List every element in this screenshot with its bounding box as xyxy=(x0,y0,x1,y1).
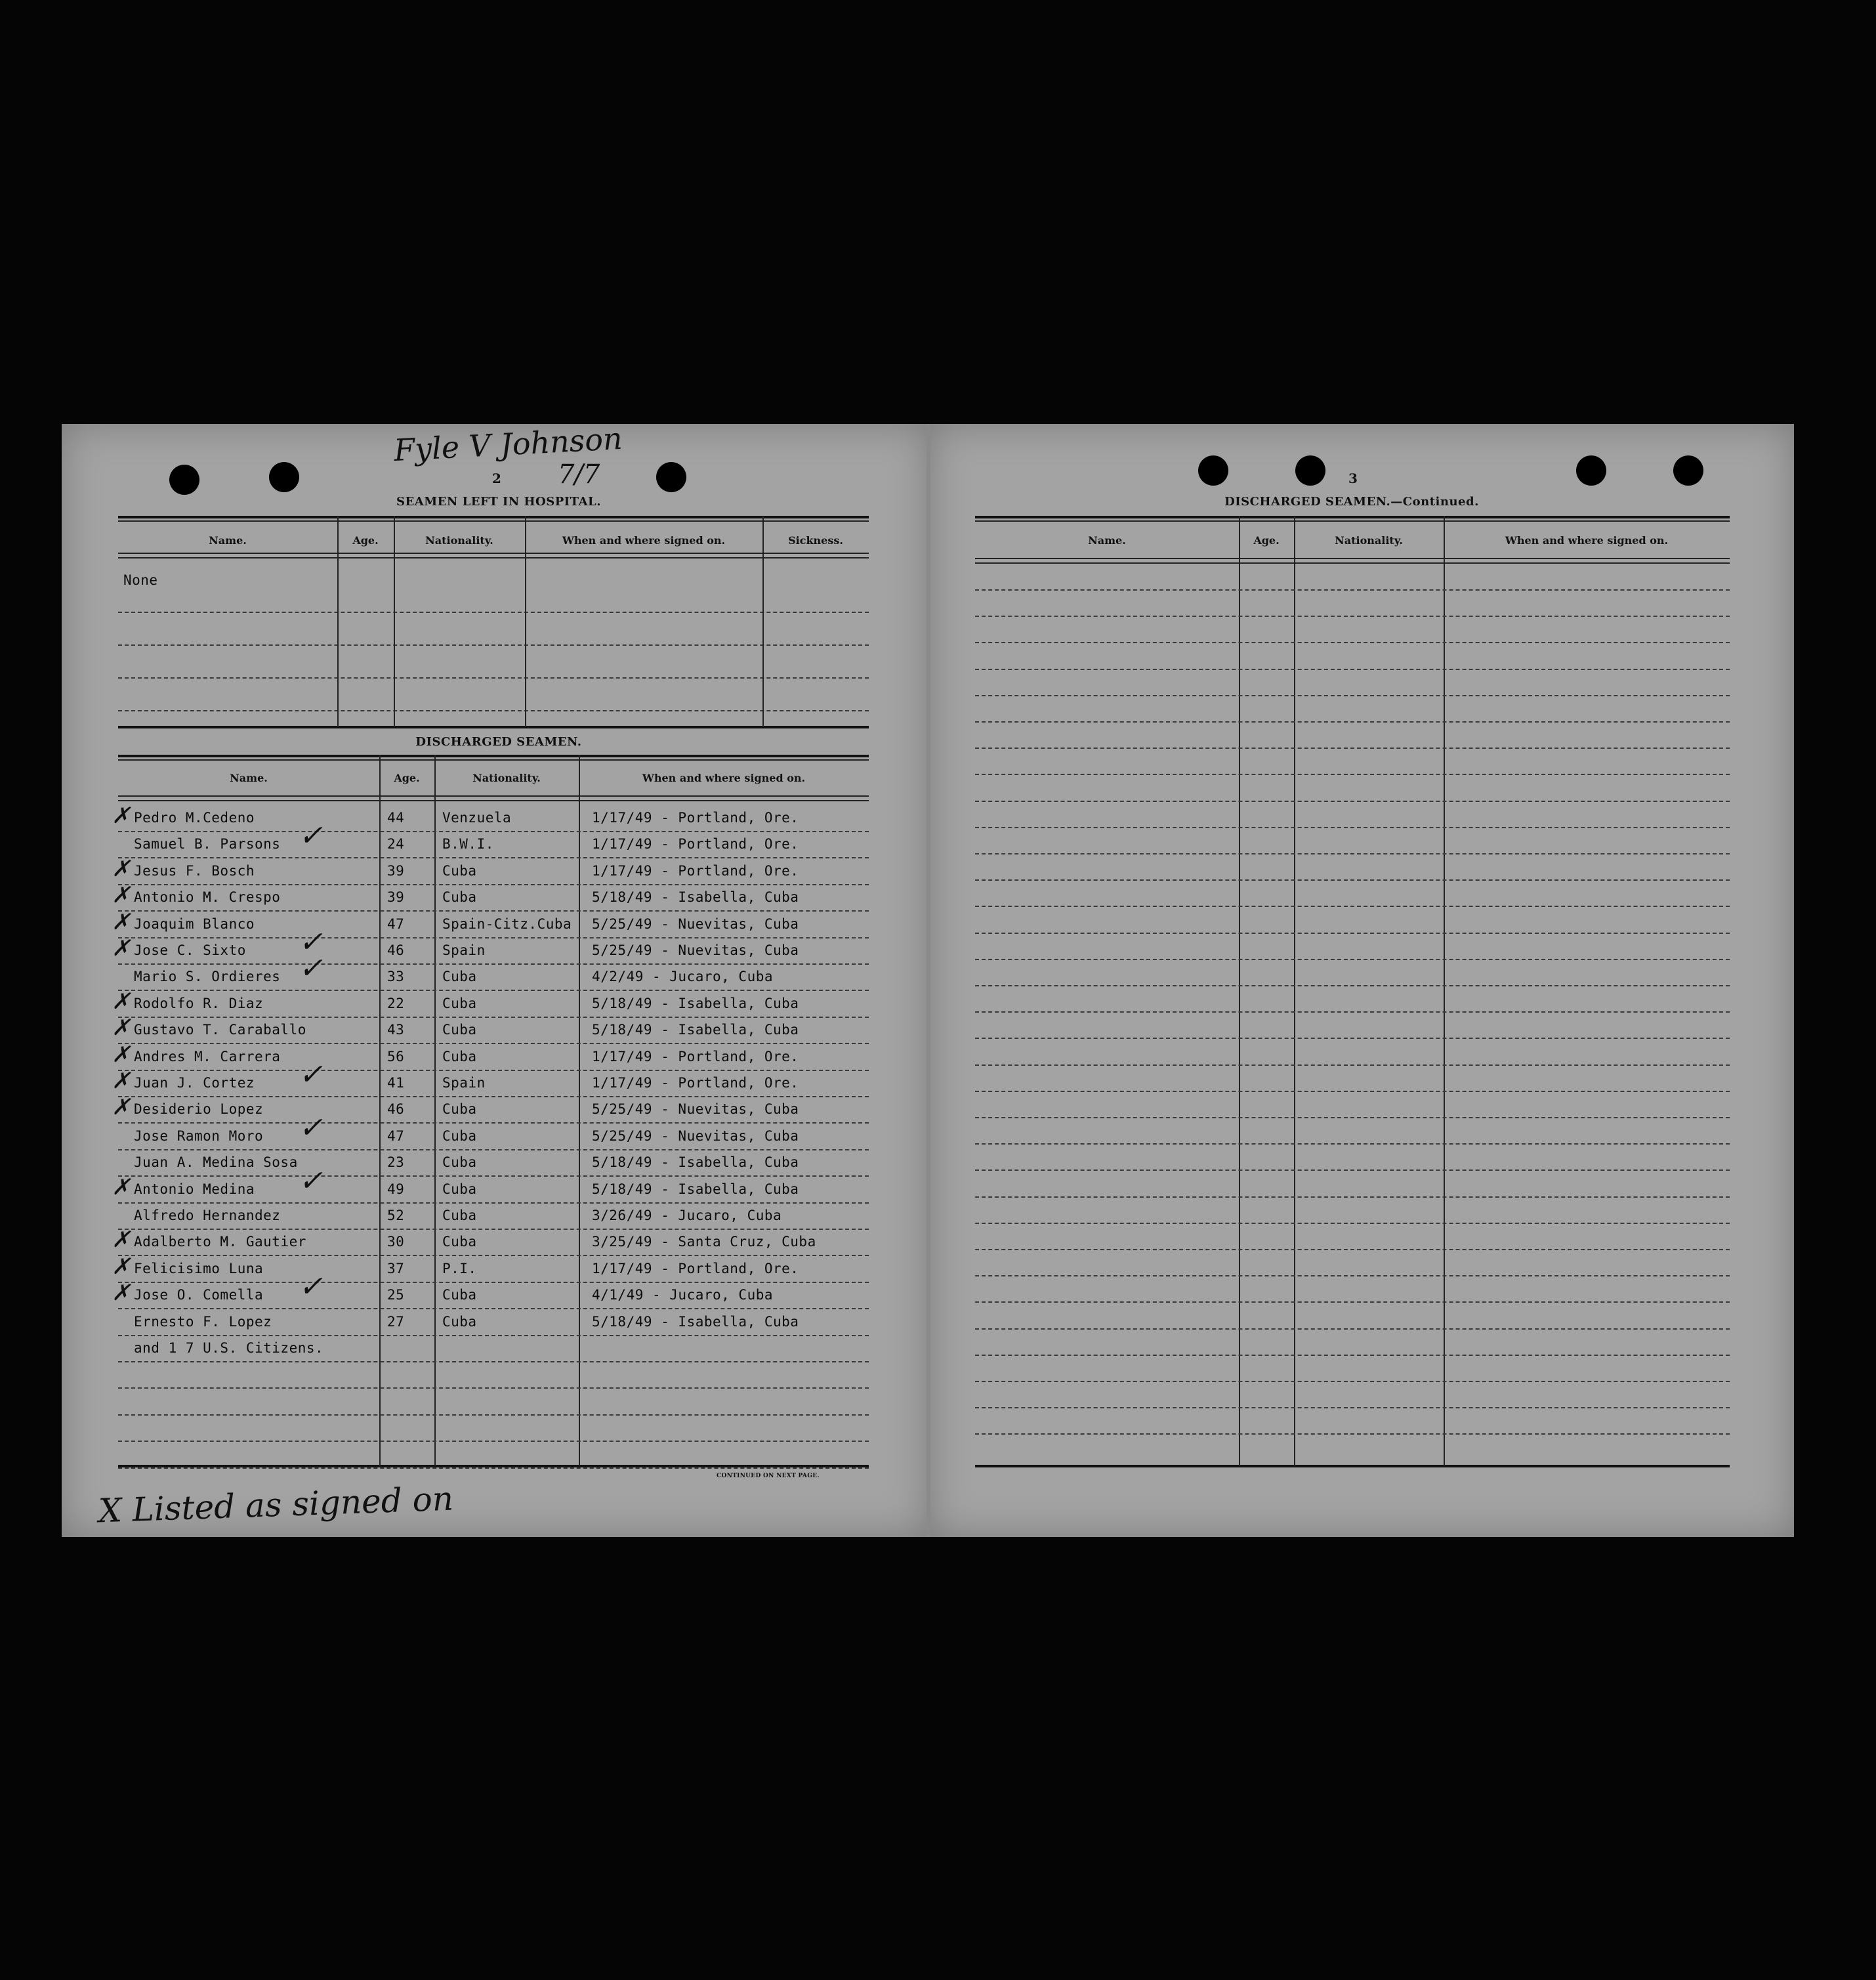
x-mark-icon: ✗ xyxy=(112,1253,131,1280)
seaman-signed-on: 3/26/49 - Jucaro, Cuba xyxy=(592,1208,782,1223)
seaman-signed-on: 5/18/49 - Isabella, Cuba xyxy=(592,1022,799,1038)
seaman-nationality: Cuba xyxy=(442,1101,477,1118)
page-fold xyxy=(927,424,930,1537)
punch-hole xyxy=(1576,455,1606,486)
seaman-age: 39 xyxy=(387,889,405,906)
table-row xyxy=(112,1253,869,1283)
seaman-nationality: P.I. xyxy=(442,1260,477,1276)
hospital-section-title: SEAMEN LEFT IN HOSPITAL. xyxy=(396,495,601,509)
seaman-age: 23 xyxy=(387,1154,405,1171)
column-header: Age. xyxy=(352,534,379,547)
seaman-signed-on: 1/17/49 - Portland, Ore. xyxy=(592,1048,799,1064)
seaman-name: Andres M. Carrera xyxy=(134,1048,281,1064)
seaman-age: 56 xyxy=(387,1048,405,1064)
punch-hole xyxy=(169,465,199,495)
seaman-nationality: Venzuela xyxy=(442,810,512,826)
seaman-signed-on: 1/17/49 - Portland, Ore. xyxy=(592,1075,799,1091)
seaman-nationality: Cuba xyxy=(442,969,477,985)
seaman-nationality: Spain xyxy=(442,942,486,958)
x-mark-icon: ✗ xyxy=(112,1068,131,1094)
seaman-signed-on: 5/18/49 - Isabella, Cuba xyxy=(592,1181,799,1197)
table-row xyxy=(118,819,869,858)
checkmark-icon: ✓ xyxy=(299,925,323,959)
seaman-nationality: Cuba xyxy=(442,862,477,879)
seaman-age: 47 xyxy=(387,916,405,932)
checkmark-icon: ✓ xyxy=(299,1270,323,1304)
seaman-age: 30 xyxy=(387,1234,405,1250)
table-row xyxy=(118,952,869,991)
table-row xyxy=(118,1110,869,1150)
column-header: Nationality. xyxy=(1335,534,1403,547)
continued-section-title: DISCHARGED SEAMEN.—Continued. xyxy=(1224,495,1479,509)
seaman-name: Jose O. Comella xyxy=(134,1287,264,1303)
seaman-signed-on: 3/25/49 - Santa Cruz, Cuba xyxy=(592,1234,816,1250)
seaman-signed-on: 5/18/49 - Isabella, Cuba xyxy=(592,1154,799,1171)
seaman-name: Alfredo Hernandez xyxy=(134,1208,281,1223)
x-mark-icon: ✗ xyxy=(112,1015,131,1042)
seaman-nationality: Cuba xyxy=(442,1048,477,1064)
seaman-name: Antonio M. Crespo xyxy=(134,889,281,906)
seaman-name: and 1 7 U.S. Citizens. xyxy=(134,1340,324,1356)
seaman-name: Jose Ramon Moro xyxy=(134,1127,264,1144)
seaman-signed-on: 1/17/49 - Portland, Ore. xyxy=(592,1260,799,1276)
column-header: When and where signed on. xyxy=(562,534,726,547)
handwritten-number: 7/7 xyxy=(558,459,600,490)
table-row xyxy=(112,1058,869,1097)
seaman-age: 43 xyxy=(387,1022,405,1038)
x-mark-icon: ✗ xyxy=(112,935,131,961)
column-header: Name. xyxy=(230,772,268,784)
x-mark-icon: ✗ xyxy=(112,988,131,1015)
table-row xyxy=(118,1310,869,1336)
seaman-nationality: Cuba xyxy=(442,1181,477,1197)
seaman-signed-on: 5/18/49 - Isabella, Cuba xyxy=(592,995,799,1011)
x-mark-icon: ✗ xyxy=(112,803,131,829)
table-row xyxy=(112,1227,869,1256)
checkmark-icon: ✓ xyxy=(299,819,323,853)
seaman-nationality: Cuba xyxy=(442,995,477,1011)
continued-note: CONTINUED ON NEXT PAGE. xyxy=(717,1473,820,1479)
seaman-name: Pedro M.Cedeno xyxy=(134,810,255,826)
seaman-name: Samuel B. Parsons xyxy=(134,836,281,853)
seaman-age: 44 xyxy=(387,810,405,826)
table-row xyxy=(112,988,869,1018)
table-row xyxy=(118,1336,869,1362)
seaman-name: Gustavo T. Caraballo xyxy=(134,1022,306,1038)
seaman-name: Juan J. Cortez xyxy=(134,1075,255,1091)
seaman-name: Antonio Medina xyxy=(134,1181,255,1197)
seaman-age: 39 xyxy=(387,862,405,879)
seaman-nationality: Cuba xyxy=(442,1287,477,1303)
checkmark-icon: ✓ xyxy=(299,1164,323,1198)
table-row xyxy=(112,882,869,912)
seaman-age: 52 xyxy=(387,1208,405,1223)
seaman-nationality: Cuba xyxy=(442,1234,477,1250)
x-mark-icon: ✗ xyxy=(112,908,131,935)
seaman-age: 33 xyxy=(387,969,405,985)
table-row xyxy=(112,803,869,832)
x-mark-icon: ✗ xyxy=(112,1227,131,1253)
hospital-entry: None xyxy=(123,572,158,588)
table-row xyxy=(112,908,869,938)
table-row xyxy=(112,1094,869,1124)
x-mark-icon: ✗ xyxy=(112,882,131,909)
column-header: Name. xyxy=(209,534,247,547)
seaman-age: 27 xyxy=(387,1313,405,1330)
discharged-section-title: DISCHARGED SEAMEN. xyxy=(415,735,582,749)
x-mark-icon: ✗ xyxy=(112,1094,131,1121)
x-mark-icon: ✗ xyxy=(112,1173,131,1200)
column-header: Age. xyxy=(1253,534,1280,547)
table-row xyxy=(112,1015,869,1044)
seaman-name: Joaquim Blanco xyxy=(134,916,255,932)
seaman-signed-on: 1/17/49 - Portland, Ore. xyxy=(592,836,799,853)
table-row xyxy=(112,1270,869,1309)
column-header: Nationality. xyxy=(472,772,541,784)
seaman-age: 46 xyxy=(387,1101,405,1118)
seaman-signed-on: 5/25/49 - Nuevitas, Cuba xyxy=(592,916,799,932)
seaman-age: 22 xyxy=(387,995,405,1011)
seaman-signed-on: 5/25/49 - Nuevitas, Cuba xyxy=(592,1101,799,1118)
seaman-name: Juan A. Medina Sosa xyxy=(134,1154,298,1171)
seaman-signed-on: 5/25/49 - Nuevitas, Cuba xyxy=(592,1127,799,1144)
x-mark-icon: ✗ xyxy=(112,855,131,882)
column-header: Sickness. xyxy=(788,534,843,547)
seaman-nationality: B.W.I. xyxy=(442,836,494,853)
column-header: Age. xyxy=(394,772,420,784)
seaman-name: Desiderio Lopez xyxy=(134,1101,264,1118)
seaman-signed-on: 4/1/49 - Jucaro, Cuba xyxy=(592,1287,774,1303)
table-row xyxy=(112,1041,869,1071)
seaman-age: 24 xyxy=(387,836,405,853)
table-row xyxy=(118,1204,869,1230)
seaman-nationality: Spain xyxy=(442,1075,486,1091)
seaman-signed-on: 1/17/49 - Portland, Ore. xyxy=(592,810,799,826)
seaman-age: 25 xyxy=(387,1287,405,1303)
punch-hole xyxy=(1295,455,1325,486)
seaman-name: Jesus F. Bosch xyxy=(134,862,255,879)
seaman-nationality: Cuba xyxy=(442,1154,477,1171)
punch-hole xyxy=(1673,455,1703,486)
column-header: When and where signed on. xyxy=(642,772,806,784)
page-number: 2 xyxy=(492,471,501,486)
punch-hole xyxy=(656,462,686,492)
table-row xyxy=(112,1164,869,1204)
seaman-name: Rodolfo R. Diaz xyxy=(134,995,264,1011)
seaman-nationality: Cuba xyxy=(442,1022,477,1038)
handwritten-vessel-name: Fyle V Johnson xyxy=(392,420,623,469)
seaman-age: 49 xyxy=(387,1181,405,1197)
x-mark-icon: ✗ xyxy=(112,1280,131,1307)
discharged-continued-table xyxy=(975,516,1730,1471)
seaman-signed-on: 5/25/49 - Nuevitas, Cuba xyxy=(592,942,799,958)
punch-hole xyxy=(269,462,299,492)
column-header: Name. xyxy=(1088,534,1126,547)
seaman-name: Jose C. Sixto xyxy=(134,942,246,958)
seaman-signed-on: 4/2/49 - Jucaro, Cuba xyxy=(592,969,774,985)
table-row xyxy=(112,925,869,965)
seaman-name: Felicisimo Luna xyxy=(134,1260,264,1276)
checkmark-icon: ✓ xyxy=(299,952,323,986)
checkmark-icon: ✓ xyxy=(299,1110,323,1145)
seaman-age: 46 xyxy=(387,942,405,958)
seaman-nationality: Cuba xyxy=(442,1208,477,1223)
seaman-nationality: Cuba xyxy=(442,1127,477,1144)
seaman-name: Ernesto F. Lopez xyxy=(134,1313,272,1330)
column-header: When and where signed on. xyxy=(1505,534,1669,547)
seaman-nationality: Cuba xyxy=(442,889,477,906)
seaman-age: 47 xyxy=(387,1127,405,1144)
seaman-nationality: Cuba xyxy=(442,1313,477,1330)
handwritten-footnote: X Listed as signed on xyxy=(98,1479,454,1530)
checkmark-icon: ✓ xyxy=(299,1058,323,1091)
punch-hole xyxy=(1198,455,1228,486)
seaman-signed-on: 5/18/49 - Isabella, Cuba xyxy=(592,889,799,906)
x-mark-icon: ✗ xyxy=(112,1041,131,1068)
table-row xyxy=(112,855,869,885)
discharged-table xyxy=(112,755,869,1471)
seaman-nationality: Spain-Citz.Cuba xyxy=(442,916,572,932)
table-row xyxy=(118,1150,869,1177)
seaman-name: Mario S. Ordieres xyxy=(134,969,281,985)
seaman-age: 41 xyxy=(387,1075,405,1091)
seaman-age: 37 xyxy=(387,1260,405,1276)
page-number: 3 xyxy=(1348,471,1358,486)
seaman-name: Adalberto M. Gautier xyxy=(134,1234,306,1250)
seaman-signed-on: 5/18/49 - Isabella, Cuba xyxy=(592,1313,799,1330)
seaman-signed-on: 1/17/49 - Portland, Ore. xyxy=(592,862,799,879)
column-header: Nationality. xyxy=(425,534,493,547)
hospital-table xyxy=(118,516,869,728)
